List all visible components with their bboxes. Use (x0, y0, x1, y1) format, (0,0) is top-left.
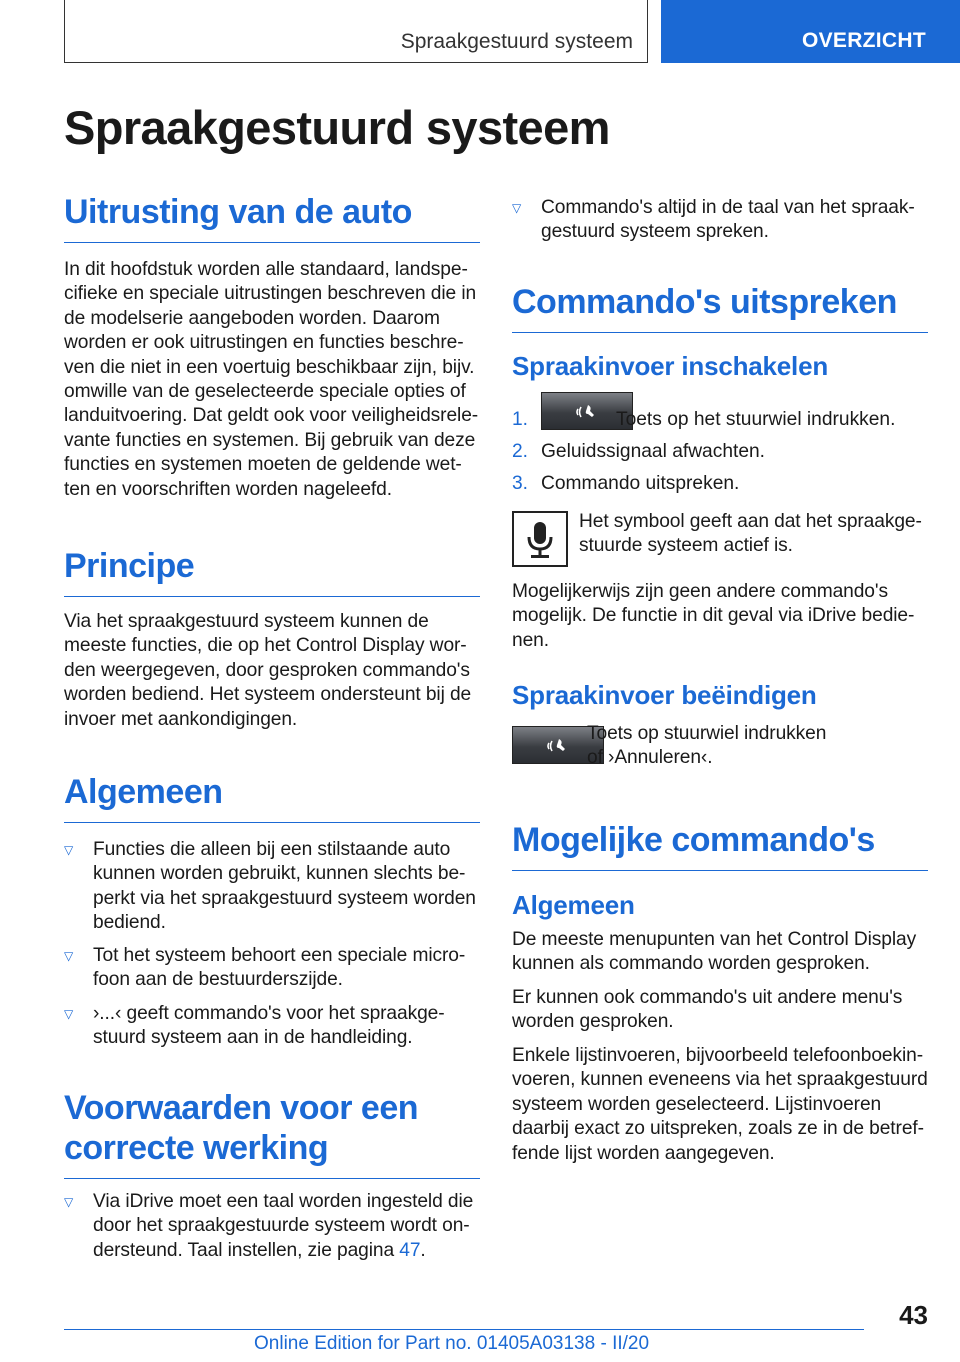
page-link-47[interactable]: 47 (399, 1239, 421, 1261)
step-1: 1. (512, 409, 529, 430)
bullet-item: ▽ Tot het systeem behoort een speciale micro- foon aan de bestuurderszijde. (64, 944, 481, 993)
paragraph-principe: Via het spraakgestuurd systeem kunnen de meeste functies, die op het Control Display wor- den weergegeven, door gesproken commando's worden bediend. Het systeem ondersteunt bij de invoer met aankondigingen. (64, 611, 472, 730)
heading-algemeen-right: Algemeen (512, 890, 635, 920)
paragraph-p1: De meeste menupunten van het Control Display kunnen als commando worden gesproken. (512, 929, 917, 975)
page-number: 43 (899, 1300, 928, 1330)
paragraph-p2: Er kunnen ook commando's uit andere menu's worden gesproken. (512, 987, 903, 1033)
header-tab-label: OVERZICHT (801, 29, 926, 52)
page-title: Spraakgestuurd systeem (64, 101, 610, 154)
paragraph-uitrusting: In dit hoofdstuk worden alle standaard, landspe- cifieke en speciale uitrustingen beschreven die in de modelserie aangeboden worden. Daarom worden er ook uitrustingen en functies beschre- ven die niet in een voertuig beschikbaar zijn, bijv. omwille van de geselecteerde speciale opties of landuitvoering. Dat geldt ook voor veiligheidsrele- vante functies en systemen. Bij gebruik van deze functies en systemen moeten de geldende wet- ten en voorschriften worden nageleefd. (64, 259, 479, 500)
heading-uitrusting: Uitrusting van de auto (64, 192, 480, 243)
heading-voorwaarden: Voorwaarden voor een correcte werking (64, 1088, 480, 1179)
heading-mogelijke-commandos: Mogelijke commando's (512, 820, 928, 871)
end-instruction: Toets op stuurwiel indrukken of ›Annuleren‹. (587, 723, 827, 769)
header-tab-overzicht[interactable] (661, 0, 960, 63)
header-section-title: Spraakgestuurd systeem (400, 30, 633, 53)
footer-divider (64, 1329, 864, 1330)
heading-commandos-uitspreken: Commando's uitspreken (512, 282, 928, 333)
bullet-item: ▽ Commando's altijd in de taal van het spraak- gestuurd systeem spreken. (512, 196, 929, 245)
heading-spraakinvoer-inschakelen: Spraakinvoer inschakelen (512, 351, 829, 381)
paragraph-note: Mogelijkerwijs zijn geen andere commando's mogelijk. De functie in dit geval via iDrive bedie- nen. (512, 581, 915, 651)
heading-principe: Principe (64, 546, 480, 597)
bullet-item: ▽ Functies die alleen bij een stilstaande auto kunnen worden gebruikt, kunnen slechts be- perkt via het spraakgestuurd systeem worden bediend. (64, 838, 481, 936)
mic-note: Het symbool geeft aan dat het spraakge- stuurde systeem actief is. (579, 511, 922, 557)
heading-algemeen: Algemeen (64, 772, 480, 823)
microphone-icon (512, 511, 568, 567)
bullet-item: ▽ ›...‹ geeft commando's voor het spraakge- stuurd systeem aan in de handleiding. (64, 1002, 481, 1051)
heading-spraakinvoer-beeindigen: Spraakinvoer beëindigen (512, 680, 817, 710)
bullet-item: ▽ Via iDrive moet een taal worden ingesteld die door het spraakgestuurde systeem wordt on- dersteund. Taal instellen, zie pagina 47. (64, 1190, 481, 1263)
paragraph-p3: Enkele lijstinvoeren, bijvoorbeeld telefoonboekin- voeren, kunnen eveneens via het spraakgestuurd systeem worden geselecteerd. Lijstinvoeren daarbij exact zo uitspreken, zoals ze in de betref- fende lijst worden aangegeven. (512, 1045, 928, 1164)
header-section-box (64, 0, 648, 63)
footer-edition: Online Edition for Part no. 01405A03138 - II/20 (254, 1333, 650, 1354)
